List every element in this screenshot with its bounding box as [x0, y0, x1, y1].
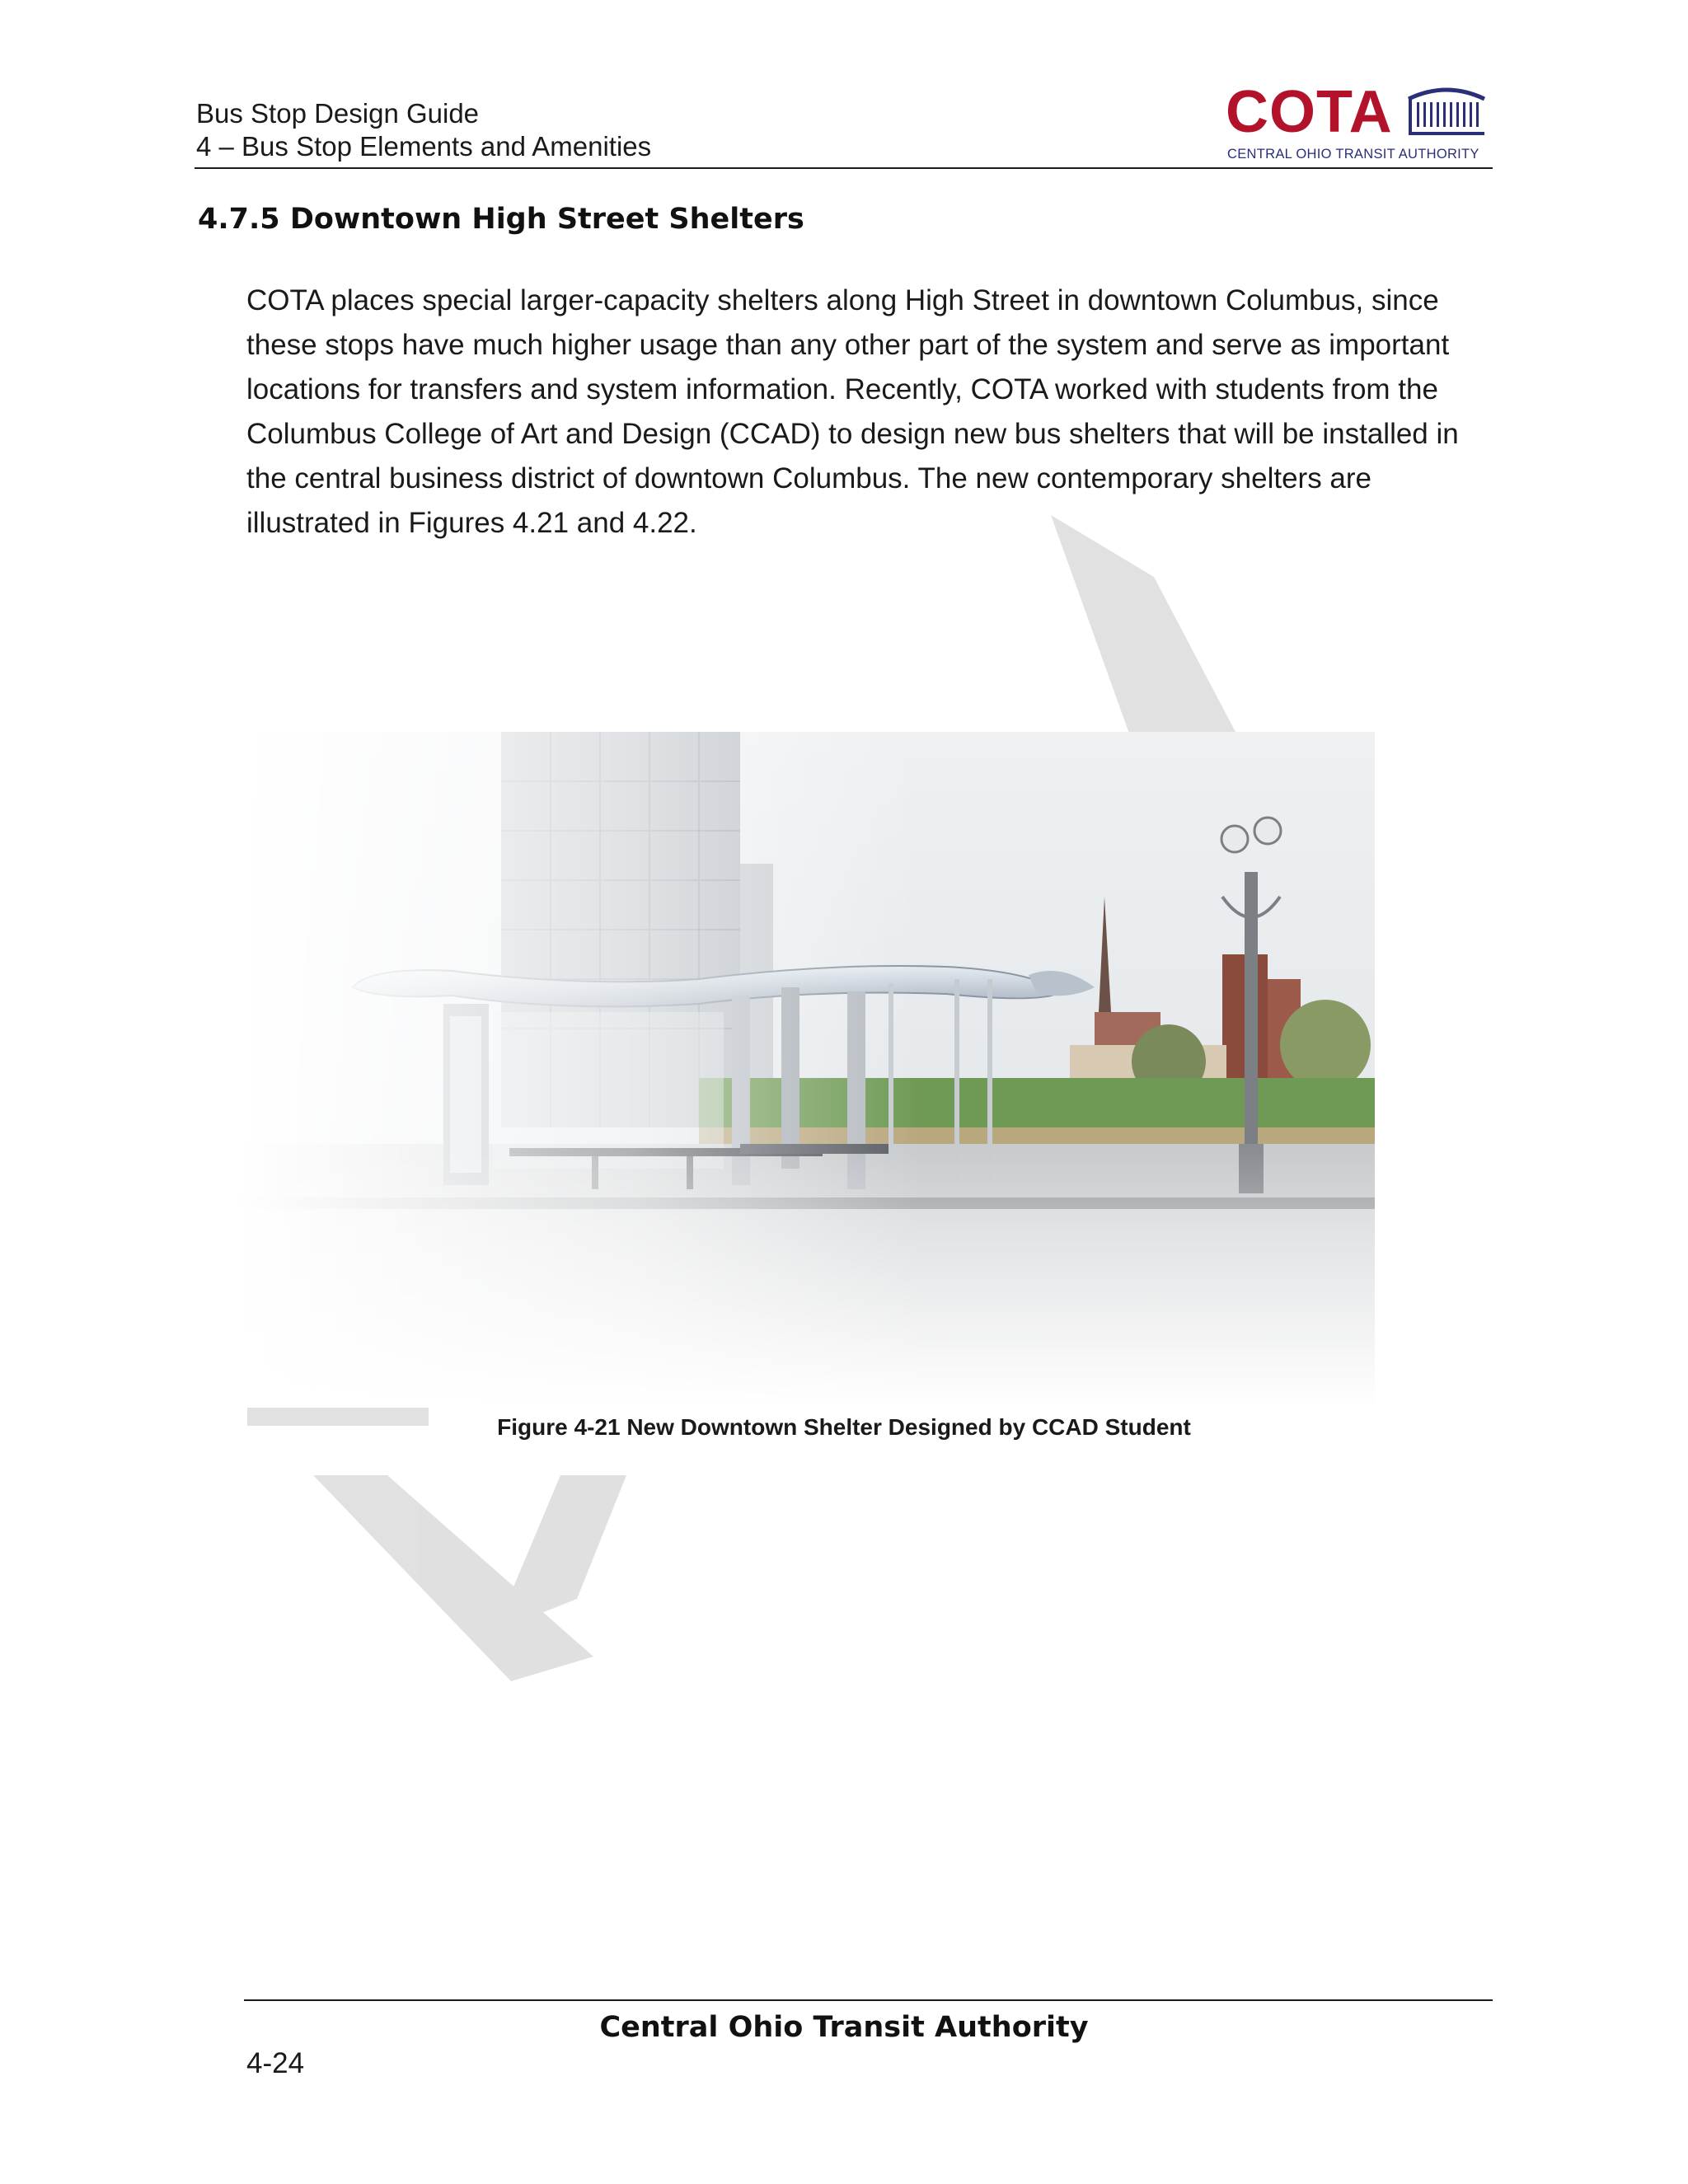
- cota-logo: [1226, 79, 1493, 170]
- watermark-stroke-3: [313, 1475, 593, 1681]
- page-number: 4-24: [246, 2047, 305, 2079]
- logo-subtitle: CENTRAL OHIO TRANSIT AUTHORITY: [1227, 147, 1479, 162]
- footer-organization: Central Ohio Transit Authority: [599, 2011, 1089, 2044]
- logo-wordmark: COTA: [1226, 79, 1393, 145]
- body-paragraph: COTA places special larger-capacity shelters along High Street in downtown Columbus, since these stops have much higher usage than any other part of the system and serve as important locations for transfers and system information. Recently, COTA worked with students from the Columbus College of Art and Design (CCAD) to design new bus shelters that will be installed in the central business district of downtown Columbus. The new contemporary shelters are illustrated in Figures 4.21 and 4.22.: [246, 284, 1459, 539]
- watermark-stroke-1: [1051, 515, 1236, 733]
- watermark-stroke-4: [495, 1475, 626, 1632]
- capitol-dome-icon: [1405, 84, 1488, 147]
- figure-caption: Figure 4-21 New Downtown Shelter Designed by CCAD Student: [497, 1414, 1191, 1440]
- chapter-title: 4 – Bus Stop Elements and Amenities: [196, 131, 652, 162]
- document-title: Bus Stop Design Guide: [196, 98, 480, 129]
- footer-rule: [244, 1999, 1493, 2001]
- running-header: [196, 97, 651, 163]
- shelter-photo: [237, 732, 1375, 1408]
- section-heading: 4.7.5 Downtown High Street Shelters: [198, 203, 804, 236]
